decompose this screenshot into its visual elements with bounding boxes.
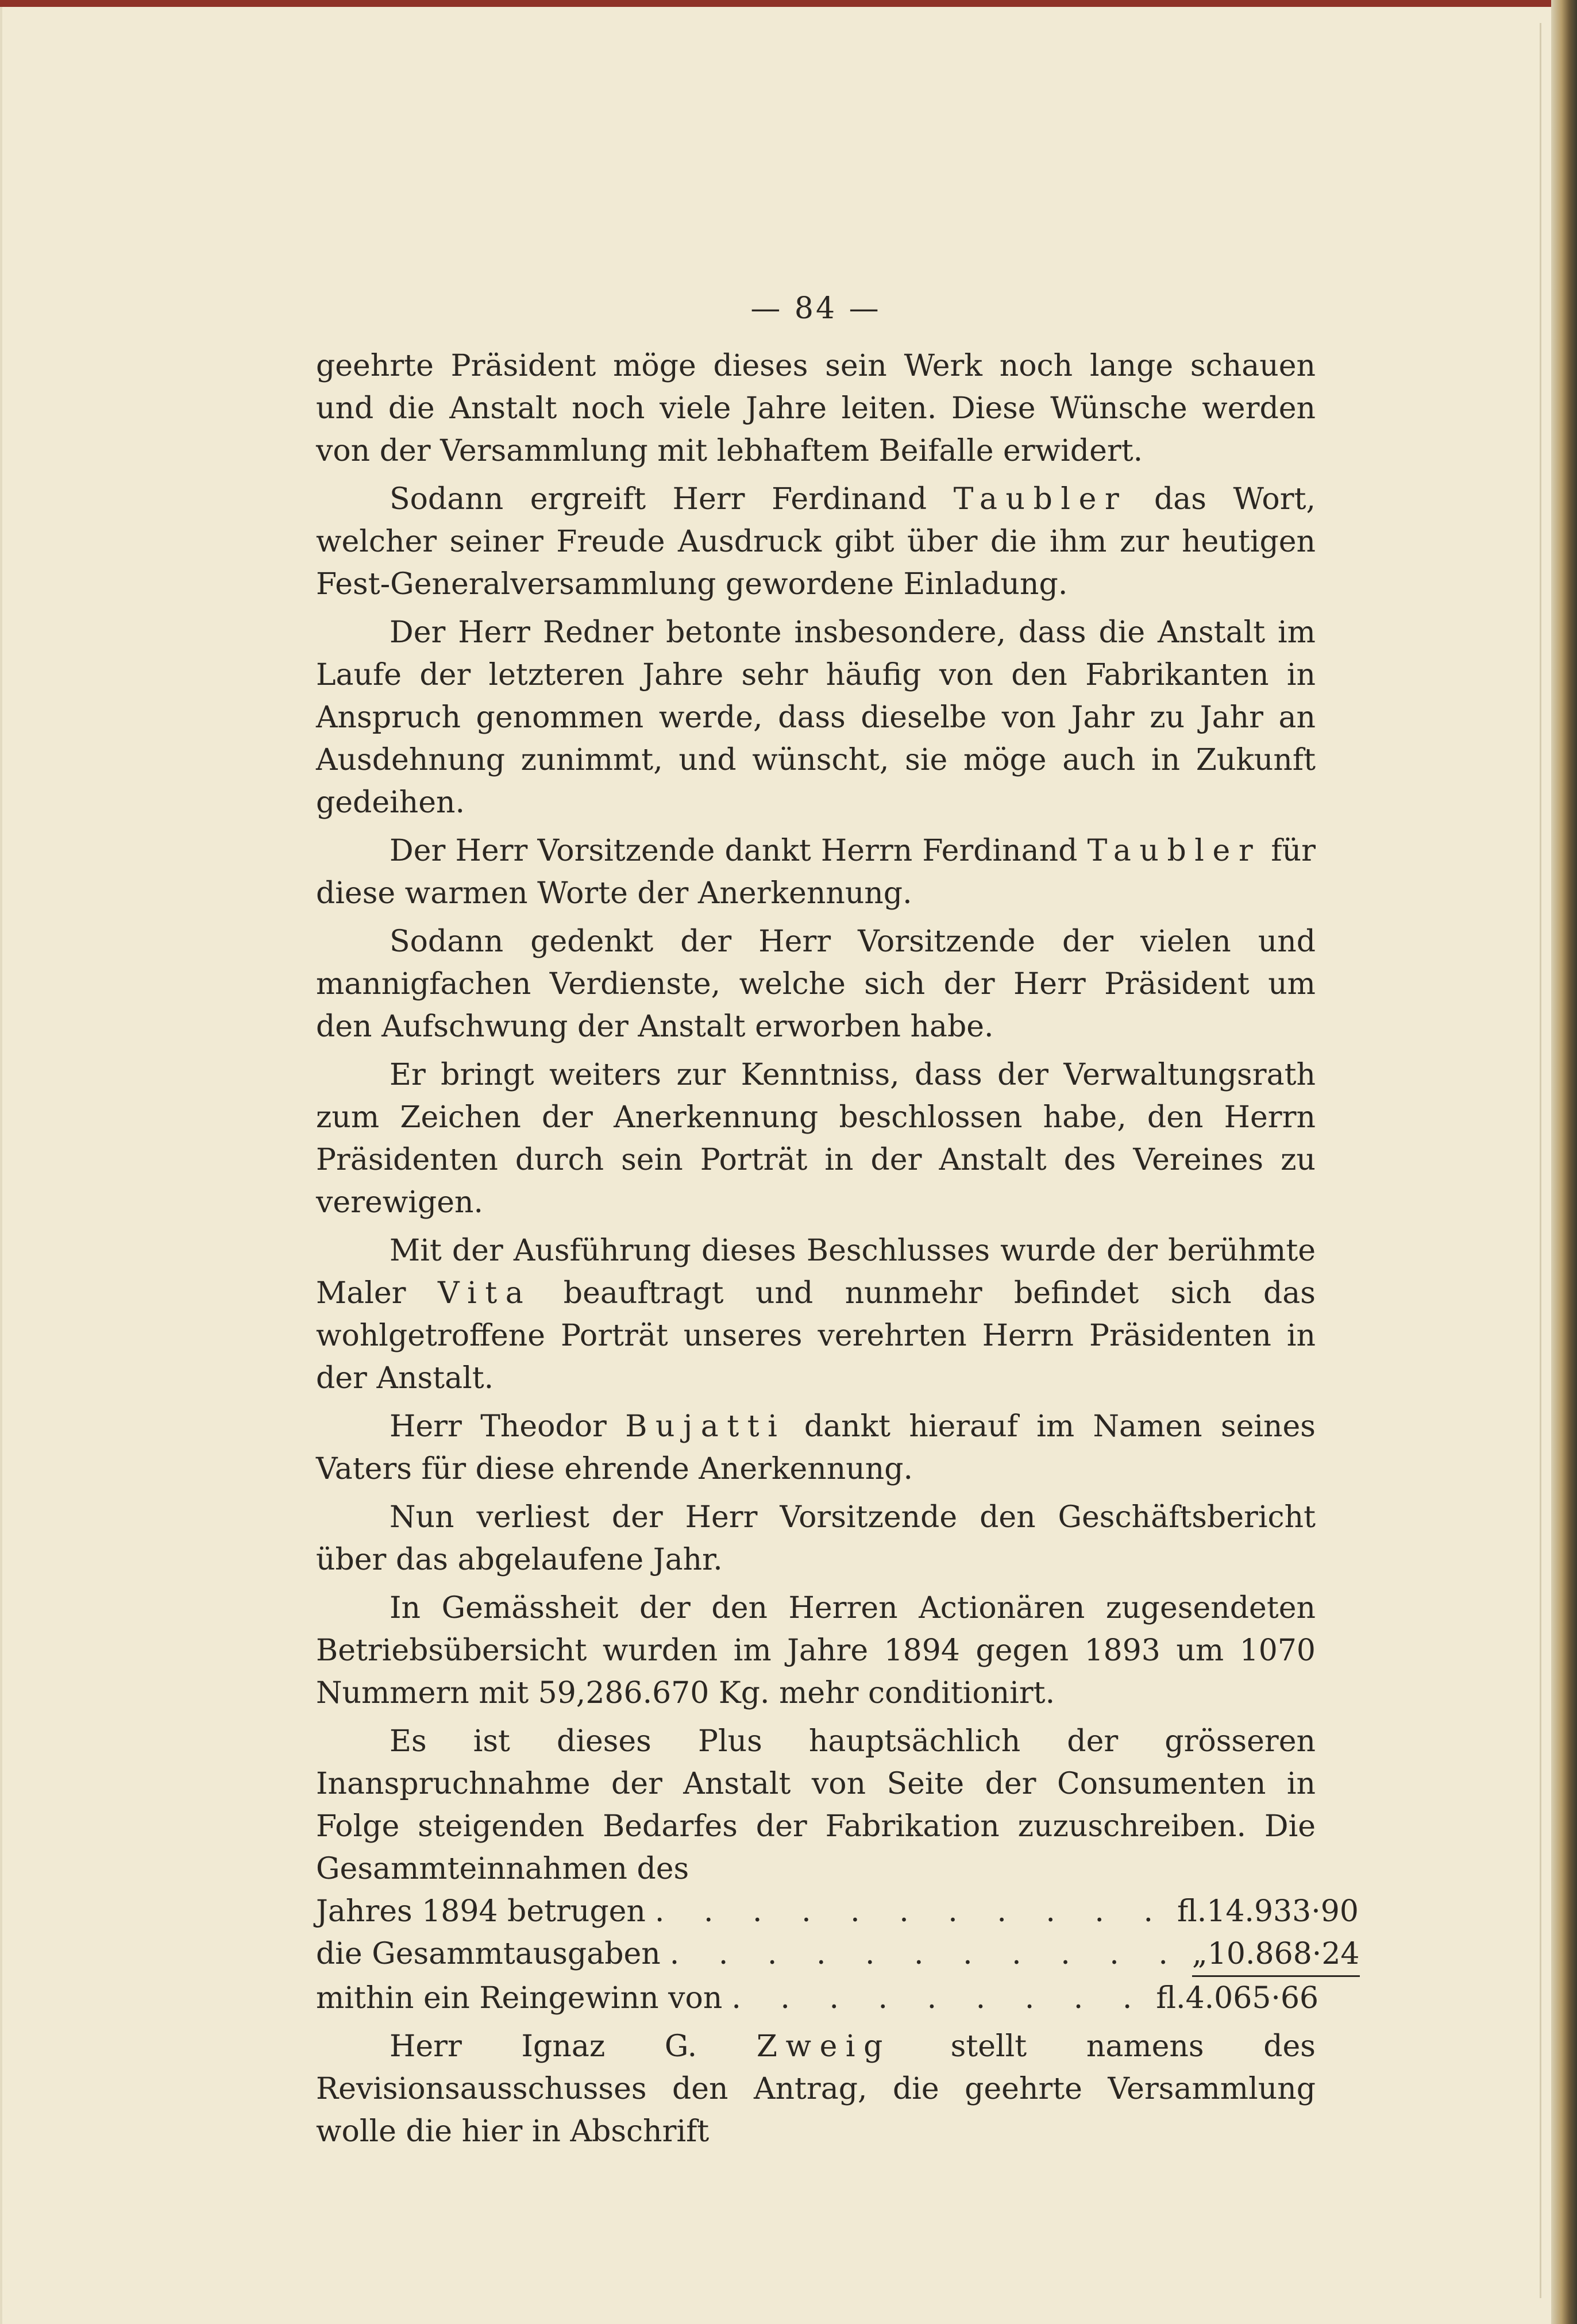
text-run: Herr Theodor bbox=[390, 1409, 626, 1444]
paragraph-2 bbox=[316, 478, 1316, 606]
ledger-currency: „ bbox=[1192, 1933, 1208, 1977]
spaced-name: Taubler bbox=[953, 482, 1128, 517]
paragraph-7 bbox=[316, 1230, 1316, 1400]
ledger-label: die Gesammtausgaben bbox=[316, 1937, 661, 1971]
ledger-row-income bbox=[316, 1890, 1359, 1933]
ledger-amount: 10.868·24 bbox=[1208, 1933, 1360, 1977]
ledger-leader-dots: . . . . . . . . . . . bbox=[654, 1894, 1169, 1929]
book-binding-edge bbox=[1551, 0, 1577, 2324]
paragraph-6: Er bringt weiters zur Kenntniss, dass der Verwaltungsrath zum Zeichen der Anerkennung beschlossen habe, den Herrn Präsidenten durch sein Porträt in der Anstalt des Vereines zu verewigen. bbox=[316, 1058, 1316, 1220]
ledger-leader-dots: . . . . . . . . . . . bbox=[669, 1937, 1183, 1971]
page-edge-line bbox=[1540, 23, 1541, 2298]
ledger-label: Jahres 1894 betrugen bbox=[316, 1894, 646, 1929]
top-edge-band bbox=[0, 0, 1577, 7]
paragraph-9: Nun verliest der Herr Vorsitzende den Geschäftsbericht über das abgelaufene Jahr. bbox=[316, 1500, 1316, 1577]
ledger-leader-dots: . . . . . . . . . bbox=[731, 1981, 1147, 2015]
text-run: Herr Ignaz G. bbox=[390, 2029, 757, 2064]
paragraph-5: Sodann gedenkt der Herr Vorsitzende der vielen und mannigfachen Verdienste, welche sich der Herr Präsident um den Aufschwung der Anstalt erworben habe. bbox=[316, 924, 1316, 1044]
ledger-amount: 4.065·66 bbox=[1185, 1981, 1319, 2015]
ledger-currency: fl. bbox=[1177, 1894, 1207, 1929]
text-run: das Wort, welcher seiner Freude Ausdruck gibt über die ihm zur heutigen Fest-Generalversammlung gewordene Einladung. bbox=[316, 482, 1316, 602]
text-run: Der Herr Vorsitzende dankt Herrn Ferdinand bbox=[390, 834, 1088, 868]
spaced-name: Zweig bbox=[756, 2029, 891, 2064]
paragraph-10: In Gemässheit der den Herren Actionären zugesendeten Betriebsübersicht wurden im Jahre 1894 gegen 1893 um 1070 Nummern mit 59,286.670 Kg. mehr conditionirt. bbox=[316, 1591, 1316, 1710]
text-run: Mit der Ausführung dieses Beschlusses wurde der berühmte Maler bbox=[316, 1234, 1316, 1311]
paragraph-8 bbox=[316, 1405, 1316, 1490]
text-run: beauftragt und nunmehr befindet sich das wohlgetroffene Porträt unseres verehrten Herrn Präsidenten in der Anstalt. bbox=[316, 1276, 1316, 1396]
ledger-label: mithin ein Reingewinn von bbox=[316, 1981, 723, 2015]
page-number: — 84 — bbox=[750, 291, 881, 326]
paragraph-3: Der Herr Redner betonte insbesondere, dass die Anstalt im Laufe der letzteren Jahre sehr häufig von den Fabrikanten in Anspruch genommen werde, dass dieselbe von Jahr zu Jahr an Ausdehnung zunimmt, und wünscht, sie möge auch in Zukunft gedeihen. bbox=[316, 615, 1316, 820]
page-content bbox=[316, 287, 1360, 2159]
ledger-amount: 14.933·90 bbox=[1206, 1894, 1359, 1929]
ledger-row-profit bbox=[316, 1977, 1319, 2019]
paragraph-11: Es ist dieses Plus hauptsächlich der grösseren Inanspruchnahme der Anstalt von Seite der Consumenten in Folge steigenden Bedarfes der Fabrikation zuzuschreiben. Die Gesammteinnahmen des bbox=[316, 1724, 1316, 1886]
ledger-row-expenses bbox=[316, 1933, 1360, 1977]
text-run: für diese warmen Worte der Anerkennung. bbox=[316, 834, 1316, 911]
paragraph-1: geehrte Präsident möge dieses sein Werk noch lange schauen und die Anstalt noch viele Jahre leiten. Diese Wünsche werden von der Versammlung mit lebhaftem Beifalle erwidert. bbox=[316, 349, 1316, 468]
spaced-name: Vita bbox=[437, 1276, 532, 1311]
spaced-name: Taubler bbox=[1087, 834, 1262, 868]
text-run: dankt hierauf im Namen seines Vaters für diese ehrende Anerkennung. bbox=[316, 1409, 1316, 1486]
text-run: stellt namens des Revisionsausschusses den Antrag, die geehrte Versammlung wolle die hier in Abschrift bbox=[316, 2029, 1316, 2149]
paragraph-12 bbox=[316, 2025, 1316, 2153]
paragraph-4 bbox=[316, 830, 1316, 915]
spaced-name: Bujatti bbox=[625, 1409, 786, 1444]
text-run: Sodann ergreift Herr Ferdinand bbox=[390, 482, 954, 517]
ledger-currency: fl. bbox=[1156, 1981, 1186, 2015]
